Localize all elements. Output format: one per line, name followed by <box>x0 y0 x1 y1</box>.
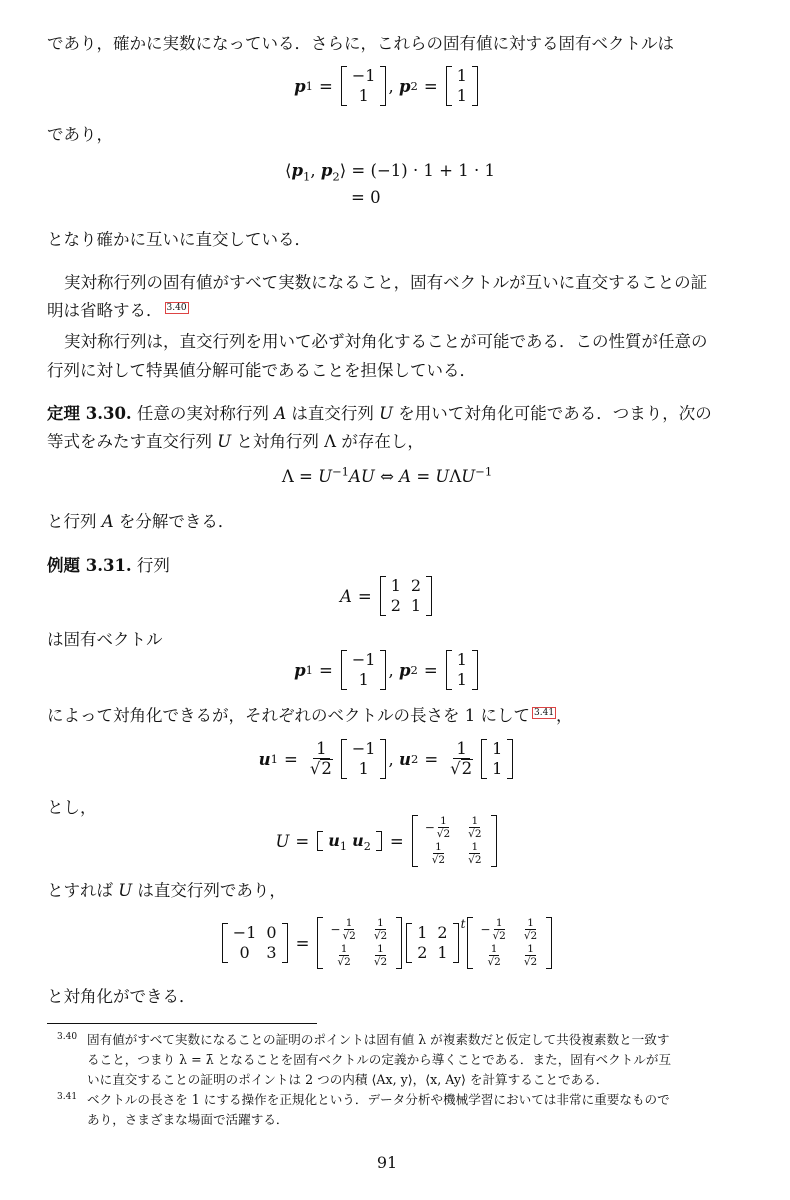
example-3-31: 例題 3.31. 行列 <box>47 556 170 575</box>
footnote-ref-3-40[interactable]: 3.40 <box>166 302 187 313</box>
theorem-3-30: 定理 3.30. 任意の実対称行列 A は直交行列 U を用いて対角化可能である．つまり，次の <box>47 404 712 423</box>
text-line: であり，確かに実数になっている．さらに，これらの固有値に対する固有ベクトルは <box>47 34 674 53</box>
text-line: となり確かに互いに直交している． <box>47 230 311 249</box>
text-line: とすれば U は直交行列であり， <box>47 881 286 900</box>
footnote-ref-3-41[interactable]: 3.41 <box>534 707 555 718</box>
equation-diagonalization: $\Lambda = U^{-1}AU$ ⇔ $A = U\Lambda U^{-1}$ <box>281 464 493 486</box>
theorem-3-30-line2: 等式をみたす直交行列 U と対角行列 Λ が存在し， <box>47 432 424 451</box>
footnote-mark: 3.40 <box>57 1032 78 1042</box>
equation-inner-product-result: = 0 <box>351 188 381 207</box>
page-number: 91 <box>376 1153 398 1172</box>
document-page <box>47 0 727 1200</box>
footnote-line: ベクトルの長さを 1 にする操作を正規化という．データ分析や機械学習においては非常に重要なもので <box>87 1092 670 1107</box>
example-label: 例題 3.31. <box>47 556 132 575</box>
paragraph-line: 明は省略する． $^{3.40}$ <box>47 301 187 320</box>
equation-matrix-a: A = 1 2 2 1 <box>47 576 727 616</box>
paragraph-line: 実対称行列は，直交行列を用いて必ず対角化することが可能である．この性質が任意の <box>64 332 708 351</box>
equation-matrix-u: U = $u_1$ $u_2$ = − $\frac{1}{√2}$ $\frac{1}{√2}$ $\frac{1}{√2}$ $\frac{1}{√2}$ <box>47 815 727 867</box>
paragraph-line: 実対称行列の固有値がすべて実数になること，固有ベクトルが互いに直交することの証 <box>64 273 708 292</box>
footnote-line: あり，さまざまな場面で活躍する． <box>87 1112 289 1127</box>
text-line: によって対角化できるが，それぞれのベクトルの長さを 1 にして $^{3.41}$ ， <box>47 706 573 725</box>
footnote-line: いに直交することの証明のポイントは 2 つの内積 ⟨Ax, y⟩，⟨x, Ay⟩ を計算することである． <box>87 1072 609 1087</box>
paragraph-line: 行列に対して特異値分解可能であることを担保している． <box>47 361 476 380</box>
text-line: は固有ベクトル <box>47 630 163 649</box>
footnote-rule <box>47 1023 317 1024</box>
text-line: と対角化ができる． <box>47 987 196 1006</box>
footnote-mark: 3.41 <box>57 1092 78 1102</box>
text-line: と行列 A を分解できる． <box>47 512 235 531</box>
equation-normalized-vectors: u 1 = 1 √ 2 −1 1 , u 2 = 1 √ 2 1 1 <box>47 739 727 779</box>
text-line: であり， <box>47 125 113 144</box>
equation-eigenvectors: p 1 = −1 1 , p 2 = 1 1 <box>47 66 727 106</box>
equation-inner-product: $⟨p_1$, $p_2⟩ = (-1) \cdot 1 + 1 \cdot 1$ <box>285 161 495 184</box>
equation-eigenvectors-2: p 1 = −1 1 , p 2 = 1 1 <box>47 650 727 690</box>
text-line: とし， <box>47 798 97 817</box>
footnote-line: ること，つまり λ = λ̄ となることを固有ベクトルの定義から導くことである．また，固有ベクトルが互 <box>87 1052 672 1067</box>
footnote-line: 固有値がすべて実数になることの証明のポイントは固有値 λ が複素数だと仮定して共役複素数と一致す <box>87 1032 670 1047</box>
equation-diagonalized: −1 0 0 3 = − $\frac{1}{√2}$ $\frac{1}{√2}$ $\frac{1}{√2}$ $\frac{1}{√2}$ 1 2 2 1 t − $\frac{1}{√2}$ $\frac{1}{√2}$ $\frac{1}{√2}$ $\frac{1}{√2}$ <box>47 917 727 969</box>
footnote-3-41 <box>57 1090 727 1130</box>
footnote-3-40 <box>57 1030 727 1090</box>
theorem-label: 定理 3.30. <box>47 404 132 423</box>
